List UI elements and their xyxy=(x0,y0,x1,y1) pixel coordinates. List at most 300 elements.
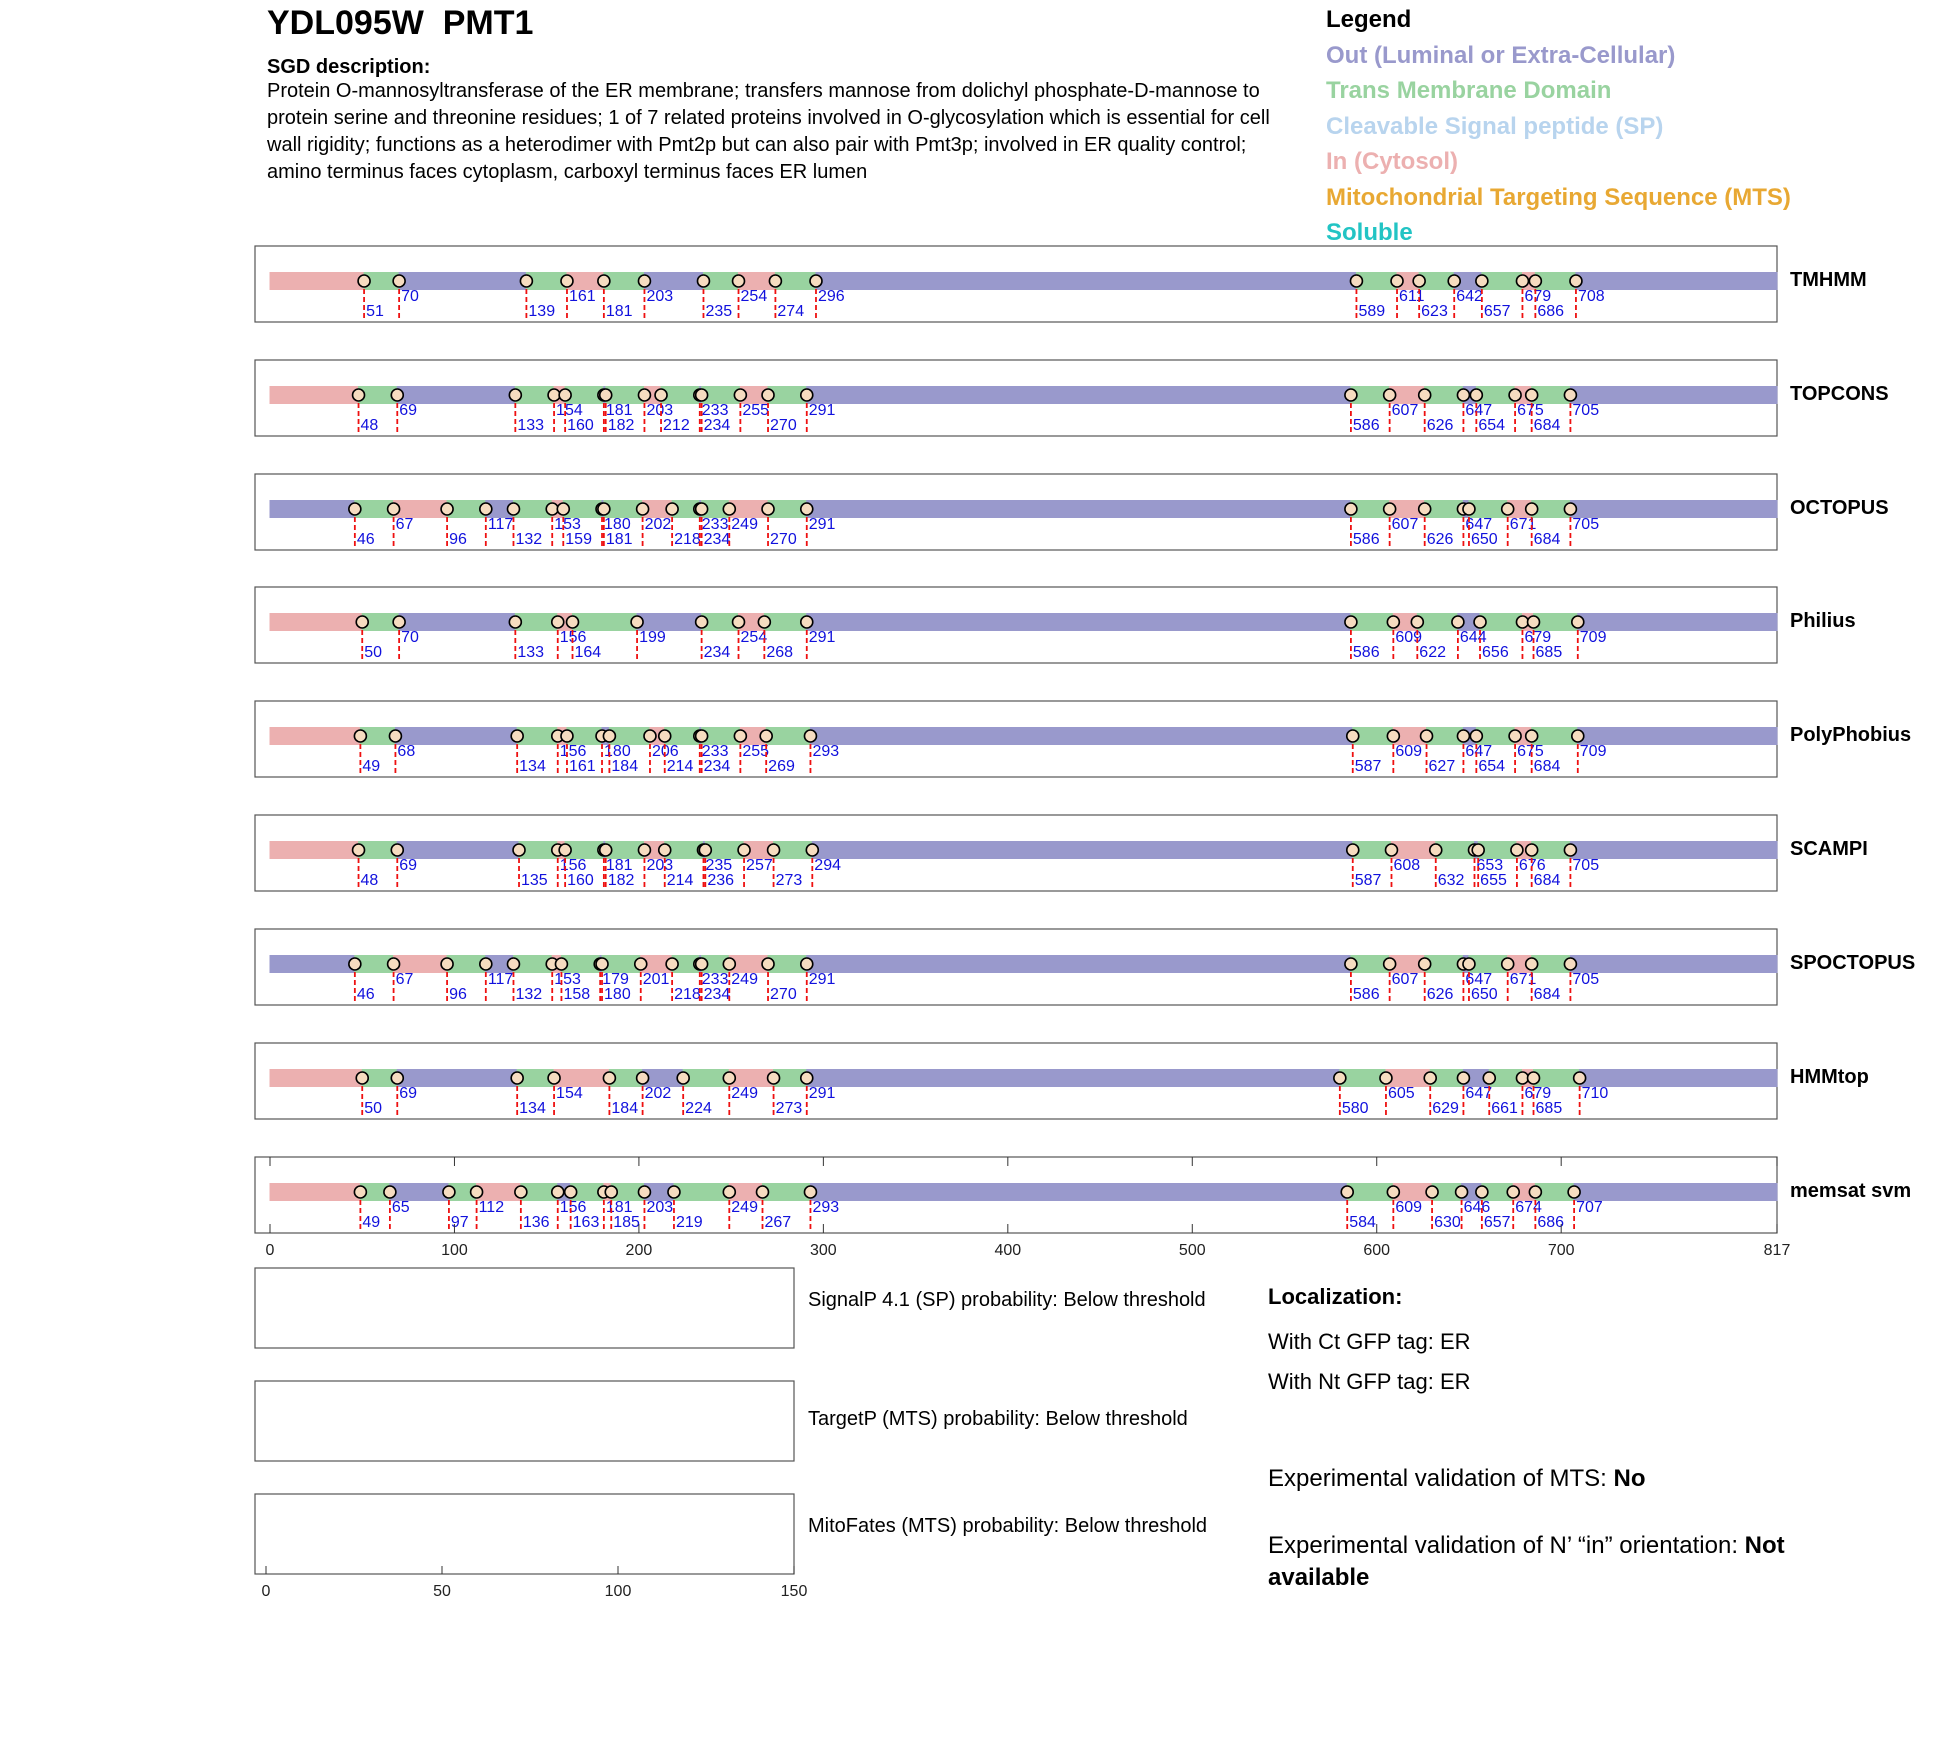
boundary-label: 626 xyxy=(1426,417,1454,434)
boundary-label: 117 xyxy=(487,516,514,533)
boundary-label: 655 xyxy=(1480,872,1507,889)
segment-out xyxy=(1570,955,1778,973)
boundary-marker xyxy=(734,389,746,401)
boundary-marker xyxy=(520,275,532,287)
boundary-label: 686 xyxy=(1537,1214,1565,1231)
boundary-marker xyxy=(1347,844,1359,856)
boundary-label: 254 xyxy=(740,629,768,646)
boundary-marker xyxy=(1516,616,1528,628)
boundary-marker xyxy=(756,1186,768,1198)
boundary-label: 67 xyxy=(395,516,414,533)
boundary-label: 580 xyxy=(1341,1100,1369,1117)
boundary-marker xyxy=(384,1186,396,1198)
boundary-marker xyxy=(638,275,650,287)
boundary-label: 65 xyxy=(391,1199,410,1216)
boundary-marker xyxy=(1345,389,1357,401)
boundary-label: 161 xyxy=(568,758,596,775)
boundary-marker xyxy=(1385,844,1397,856)
boundary-label: 647 xyxy=(1465,1085,1493,1102)
track-name-octopus: OCTOPUS xyxy=(1790,497,1889,519)
boundary-marker xyxy=(1391,275,1403,287)
boundary-label: 218 xyxy=(674,986,701,1003)
boundary-marker xyxy=(1345,958,1357,970)
boundary-marker xyxy=(723,1186,735,1198)
localization-ct-gfp: With Ct GFP tag: ER xyxy=(1268,1329,1471,1354)
boundary-label: 203 xyxy=(646,1199,674,1216)
boundary-label: 607 xyxy=(1391,516,1419,533)
boundary-label: 233 xyxy=(701,971,729,988)
segment-out xyxy=(810,727,1353,745)
boundary-label: 291 xyxy=(808,402,836,419)
boundary-marker xyxy=(1570,275,1582,287)
boundary-label: 49 xyxy=(362,1214,381,1231)
boundary-marker xyxy=(598,503,610,515)
boundary-marker xyxy=(762,503,774,515)
segment-out xyxy=(806,1069,1340,1087)
boundary-marker xyxy=(441,958,453,970)
segment-out xyxy=(1570,841,1778,859)
boundary-label: 134 xyxy=(519,758,546,775)
boundary-marker xyxy=(1574,1072,1586,1084)
track-name-tmhmm: TMHMM xyxy=(1790,269,1867,291)
boundary-label: 684 xyxy=(1533,872,1561,889)
segment-out xyxy=(270,500,356,518)
boundary-marker xyxy=(1564,844,1576,856)
boundary-marker xyxy=(762,389,774,401)
boundary-label: 70 xyxy=(401,288,419,305)
boundary-label: 132 xyxy=(515,531,543,548)
boundary-label: 203 xyxy=(646,288,674,305)
segment-in xyxy=(270,272,365,290)
boundary-label: 586 xyxy=(1352,417,1380,434)
boundary-marker xyxy=(511,1072,523,1084)
boundary-label: 233 xyxy=(701,402,729,419)
boundary-label: 647 xyxy=(1465,516,1493,533)
boundary-marker xyxy=(768,1072,780,1084)
prob-axis-tick-label: 50 xyxy=(433,1583,451,1600)
probability-panel-2 xyxy=(255,1381,794,1461)
boundary-marker xyxy=(1470,389,1482,401)
boundary-label: 158 xyxy=(563,986,591,1003)
boundary-marker xyxy=(1411,616,1423,628)
boundary-marker xyxy=(1526,389,1538,401)
probability-panel-3 xyxy=(255,1494,794,1574)
boundary-marker xyxy=(561,275,573,287)
boundary-marker xyxy=(1413,275,1425,287)
boundary-label: 181 xyxy=(605,531,633,548)
boundary-label: 212 xyxy=(663,417,690,434)
boundary-label: 163 xyxy=(572,1214,600,1231)
boundary-label: 136 xyxy=(522,1214,550,1231)
boundary-label: 164 xyxy=(574,644,602,661)
boundary-marker xyxy=(596,958,608,970)
boundary-label: 96 xyxy=(449,531,467,548)
boundary-label: 679 xyxy=(1524,629,1552,646)
boundary-marker xyxy=(699,844,711,856)
boundary-label: 139 xyxy=(528,303,556,320)
boundary-label: 179 xyxy=(602,971,629,988)
boundary-marker xyxy=(666,958,678,970)
segment-out xyxy=(806,955,1351,973)
legend-title: Legend xyxy=(1326,6,1412,33)
boundary-label: 154 xyxy=(556,402,583,419)
boundary-label: 674 xyxy=(1515,1199,1542,1216)
boundary-label: 214 xyxy=(666,872,694,889)
boundary-label: 201 xyxy=(642,971,670,988)
boundary-label: 647 xyxy=(1465,743,1493,760)
boundary-marker xyxy=(1345,616,1357,628)
boundary-marker xyxy=(801,503,813,515)
boundary-label: 587 xyxy=(1354,872,1382,889)
boundary-marker xyxy=(1568,1186,1580,1198)
boundary-label: 153 xyxy=(554,516,581,533)
boundary-marker xyxy=(567,616,579,628)
boundary-marker xyxy=(389,730,401,742)
boundary-label: 679 xyxy=(1524,288,1552,305)
segment-out xyxy=(1577,727,1777,745)
boundary-marker xyxy=(1564,958,1576,970)
boundary-label: 46 xyxy=(356,531,375,548)
boundary-marker xyxy=(1387,730,1399,742)
boundary-marker xyxy=(1448,275,1460,287)
segment-out xyxy=(1574,1183,1778,1201)
boundary-label: 269 xyxy=(768,758,795,775)
boundary-marker xyxy=(353,389,365,401)
boundary-marker xyxy=(1387,616,1399,628)
segment-out xyxy=(1570,386,1778,404)
boundary-marker xyxy=(644,730,656,742)
boundary-label: 293 xyxy=(812,743,840,760)
boundary-marker xyxy=(733,275,745,287)
boundary-marker xyxy=(677,1072,689,1084)
boundary-label: 646 xyxy=(1463,1199,1491,1216)
boundary-label: 249 xyxy=(731,516,758,533)
segment-out xyxy=(815,272,1356,290)
boundary-marker xyxy=(358,275,370,287)
boundary-label: 234 xyxy=(703,531,731,548)
boundary-label: 96 xyxy=(449,986,467,1003)
boundary-marker xyxy=(1387,1186,1399,1198)
boundary-marker xyxy=(598,275,610,287)
boundary-label: 684 xyxy=(1533,417,1561,434)
segment-out xyxy=(806,500,1351,518)
boundary-marker xyxy=(1509,389,1521,401)
boundary-label: 69 xyxy=(399,402,418,419)
boundary-marker xyxy=(637,1072,649,1084)
segment-tm xyxy=(673,1183,729,1201)
axis-tick-label: 100 xyxy=(441,1242,468,1259)
boundary-label: 156 xyxy=(559,857,587,874)
mitofates-label: MitoFates (MTS) probability: Below threshold xyxy=(808,1515,1208,1537)
boundary-label: 685 xyxy=(1535,1100,1563,1117)
boundary-label: 626 xyxy=(1426,986,1454,1003)
boundary-marker xyxy=(507,503,519,515)
boundary-label: 180 xyxy=(604,986,631,1003)
boundary-label: 249 xyxy=(731,1199,758,1216)
boundary-label: 650 xyxy=(1470,986,1498,1003)
boundary-marker xyxy=(1463,958,1475,970)
boundary-marker xyxy=(393,616,405,628)
boundary-label: 255 xyxy=(742,402,770,419)
boundary-marker xyxy=(666,503,678,515)
segment-out xyxy=(810,1183,1348,1201)
boundary-label: 249 xyxy=(731,971,758,988)
prob-axis-tick-label: 100 xyxy=(604,1583,632,1600)
boundary-label: 609 xyxy=(1395,743,1423,760)
signalp-label: SignalP 4.1 (SP) probability: Below threshold xyxy=(808,1289,1206,1311)
boundary-marker xyxy=(1350,275,1362,287)
track-name-scampi: SCAMPI xyxy=(1790,838,1868,860)
boundary-label: 626 xyxy=(1426,531,1454,548)
boundary-marker xyxy=(1457,1072,1469,1084)
boundary-label: 180 xyxy=(604,743,631,760)
boundary-label: 268 xyxy=(766,644,794,661)
boundary-marker xyxy=(480,958,492,970)
boundary-marker xyxy=(1463,503,1475,515)
boundary-label: 180 xyxy=(604,516,631,533)
boundary-label: 676 xyxy=(1518,857,1546,874)
boundary-label: 46 xyxy=(356,986,375,1003)
description-heading: SGD description: xyxy=(267,56,431,78)
boundary-marker xyxy=(1572,730,1584,742)
boundary-marker xyxy=(723,503,735,515)
boundary-marker xyxy=(804,1186,816,1198)
boundary-label: 605 xyxy=(1387,1085,1415,1102)
boundary-label: 69 xyxy=(399,857,418,874)
boundary-marker xyxy=(1421,730,1433,742)
boundary-marker xyxy=(637,503,649,515)
localization-heading: Localization: xyxy=(1268,1284,1403,1309)
boundary-label: 586 xyxy=(1352,644,1380,661)
boundary-label: 684 xyxy=(1533,986,1561,1003)
axis-tick-label: 500 xyxy=(1178,1242,1206,1259)
prob-axis-tick-label: 0 xyxy=(261,1583,271,1600)
boundary-label: 654 xyxy=(1478,417,1506,434)
boundary-label: 51 xyxy=(366,303,384,320)
boundary-marker xyxy=(1564,389,1576,401)
boundary-label: 50 xyxy=(364,1100,383,1117)
boundary-label: 679 xyxy=(1524,1085,1552,1102)
track-name-polyphobius: PolyPhobius xyxy=(1790,724,1912,746)
boundary-marker xyxy=(1452,616,1464,628)
boundary-marker xyxy=(391,844,403,856)
boundary-marker xyxy=(1507,1186,1519,1198)
boundary-label: 160 xyxy=(567,872,594,889)
boundary-marker xyxy=(1380,1072,1392,1084)
boundary-marker xyxy=(1345,503,1357,515)
boundary-label: 68 xyxy=(397,743,416,760)
boundary-label: 273 xyxy=(775,1100,803,1117)
boundary-label: 274 xyxy=(777,303,805,320)
boundary-marker xyxy=(762,958,774,970)
boundary-label: 69 xyxy=(399,1085,418,1102)
boundary-label: 609 xyxy=(1395,1199,1423,1216)
legend-item-soluble: Soluble xyxy=(1326,219,1413,246)
boundary-label: 589 xyxy=(1358,303,1386,320)
boundary-marker xyxy=(1456,1186,1468,1198)
track-name-memsat-svm: memsat svm xyxy=(1790,1180,1912,1202)
boundary-marker xyxy=(638,844,650,856)
boundary-marker xyxy=(509,389,521,401)
boundary-marker xyxy=(801,958,813,970)
boundary-marker xyxy=(605,1186,617,1198)
boundary-marker xyxy=(631,616,643,628)
boundary-marker xyxy=(1476,275,1488,287)
boundary-label: 650 xyxy=(1470,531,1498,548)
boundary-label: 291 xyxy=(808,971,836,988)
segment-in xyxy=(270,1069,363,1087)
boundary-marker xyxy=(1419,503,1431,515)
boundary-label: 609 xyxy=(1395,629,1423,646)
boundary-label: 234 xyxy=(703,417,731,434)
boundary-marker xyxy=(349,958,361,970)
boundary-marker xyxy=(1529,1186,1541,1198)
boundary-marker xyxy=(1528,1072,1540,1084)
boundary-marker xyxy=(734,730,746,742)
boundary-label: 202 xyxy=(644,516,672,533)
boundary-marker xyxy=(356,616,368,628)
boundary-label: 249 xyxy=(731,1085,758,1102)
experimental-mts-value: No xyxy=(1613,1465,1646,1492)
boundary-label: 657 xyxy=(1483,303,1511,320)
boundary-marker xyxy=(1516,1072,1528,1084)
boundary-label: 236 xyxy=(707,872,735,889)
boundary-label: 675 xyxy=(1517,743,1544,760)
boundary-marker xyxy=(1526,503,1538,515)
boundary-marker xyxy=(443,1186,455,1198)
boundary-label: 607 xyxy=(1391,971,1419,988)
boundary-label: 112 xyxy=(478,1199,505,1216)
boundary-label: 224 xyxy=(685,1100,712,1117)
boundary-label: 67 xyxy=(395,971,414,988)
boundary-marker xyxy=(638,389,650,401)
boundary-label: 254 xyxy=(740,288,768,305)
prob-axis-tick-label: 150 xyxy=(780,1583,808,1600)
boundary-label: 705 xyxy=(1572,857,1600,874)
boundary-marker xyxy=(1502,503,1514,515)
boundary-label: 267 xyxy=(764,1214,792,1231)
boundary-label: 156 xyxy=(559,743,587,760)
experimental-orientation-label: Experimental validation of N’ “in” orientation: xyxy=(1268,1532,1745,1559)
boundary-marker xyxy=(1509,730,1521,742)
boundary-label: 671 xyxy=(1509,516,1537,533)
experimental-mts-label: Experimental validation of MTS: xyxy=(1268,1465,1614,1492)
boundary-label: 135 xyxy=(521,872,548,889)
boundary-marker xyxy=(1472,844,1484,856)
boundary-label: 182 xyxy=(607,872,635,889)
boundary-label: 587 xyxy=(1354,758,1382,775)
boundary-marker xyxy=(1426,1186,1438,1198)
boundary-marker xyxy=(546,503,558,515)
boundary-label: 671 xyxy=(1509,971,1537,988)
boundary-marker xyxy=(354,730,366,742)
boundary-label: 182 xyxy=(607,417,635,434)
boundary-marker xyxy=(1457,389,1469,401)
boundary-marker xyxy=(603,730,615,742)
boundary-marker xyxy=(391,1072,403,1084)
segment-out xyxy=(1575,272,1777,290)
boundary-marker xyxy=(738,844,750,856)
boundary-marker xyxy=(638,1186,650,1198)
boundary-marker xyxy=(1511,844,1523,856)
boundary-marker xyxy=(1572,616,1584,628)
experimental-mts xyxy=(1268,1463,1868,1495)
boundary-label: 584 xyxy=(1349,1214,1376,1231)
boundary-label: 647 xyxy=(1465,402,1493,419)
boundary-label: 255 xyxy=(742,743,770,760)
boundary-marker xyxy=(723,1072,735,1084)
boundary-marker xyxy=(696,730,708,742)
boundary-label: 181 xyxy=(605,1199,633,1216)
boundary-marker xyxy=(758,616,770,628)
boundary-label: 219 xyxy=(675,1214,703,1231)
legend-item-out: Out (Luminal or Extra-Cellular) xyxy=(1326,41,1676,69)
boundary-marker xyxy=(1419,389,1431,401)
segment-out xyxy=(812,841,1353,859)
boundary-label: 184 xyxy=(611,1100,639,1117)
boundary-label: 234 xyxy=(703,758,731,775)
boundary-label: 132 xyxy=(515,986,543,1003)
boundary-marker xyxy=(480,503,492,515)
boundary-marker xyxy=(1430,844,1442,856)
probability-panel-1 xyxy=(255,1268,794,1348)
boundary-marker xyxy=(696,503,708,515)
boundary-label: 154 xyxy=(556,1085,583,1102)
boundary-marker xyxy=(1526,844,1538,856)
boundary-marker xyxy=(507,958,519,970)
boundary-label: 49 xyxy=(362,758,381,775)
boundary-label: 159 xyxy=(565,531,592,548)
boundary-marker xyxy=(1470,730,1482,742)
boundary-label: 657 xyxy=(1483,1214,1511,1231)
boundary-marker xyxy=(552,616,564,628)
boundary-marker xyxy=(723,958,735,970)
boundary-label: 644 xyxy=(1459,629,1487,646)
boundary-label: 627 xyxy=(1428,758,1456,775)
segment-out xyxy=(806,613,1351,631)
boundary-label: 653 xyxy=(1476,857,1504,874)
boundary-label: 117 xyxy=(487,971,514,988)
boundary-marker xyxy=(548,1072,560,1084)
boundary-marker xyxy=(668,1186,680,1198)
legend-item-in: In (Cytosol) xyxy=(1326,148,1458,175)
track-name-hmmtop: HMMtop xyxy=(1790,1066,1869,1088)
boundary-label: 48 xyxy=(360,872,379,889)
boundary-label: 705 xyxy=(1572,971,1600,988)
boundary-marker xyxy=(1529,275,1541,287)
boundary-marker xyxy=(600,844,612,856)
boundary-label: 710 xyxy=(1581,1085,1609,1102)
segment-in xyxy=(270,613,363,631)
boundary-label: 181 xyxy=(605,857,633,874)
track-name-spoctopus: SPOCTOPUS xyxy=(1790,952,1916,974)
boundary-marker xyxy=(768,844,780,856)
boundary-label: 705 xyxy=(1572,402,1600,419)
boundary-marker xyxy=(559,389,571,401)
boundary-marker xyxy=(1384,503,1396,515)
boundary-label: 48 xyxy=(360,417,379,434)
segment-out xyxy=(1570,500,1778,518)
boundary-marker xyxy=(557,503,569,515)
boundary-label: 70 xyxy=(401,629,419,646)
boundary-label: 233 xyxy=(701,743,729,760)
boundary-marker xyxy=(509,616,521,628)
boundary-label: 708 xyxy=(1577,288,1605,305)
boundary-marker xyxy=(1516,275,1528,287)
boundary-marker xyxy=(356,1072,368,1084)
boundary-label: 160 xyxy=(567,417,594,434)
boundary-label: 293 xyxy=(812,1199,840,1216)
